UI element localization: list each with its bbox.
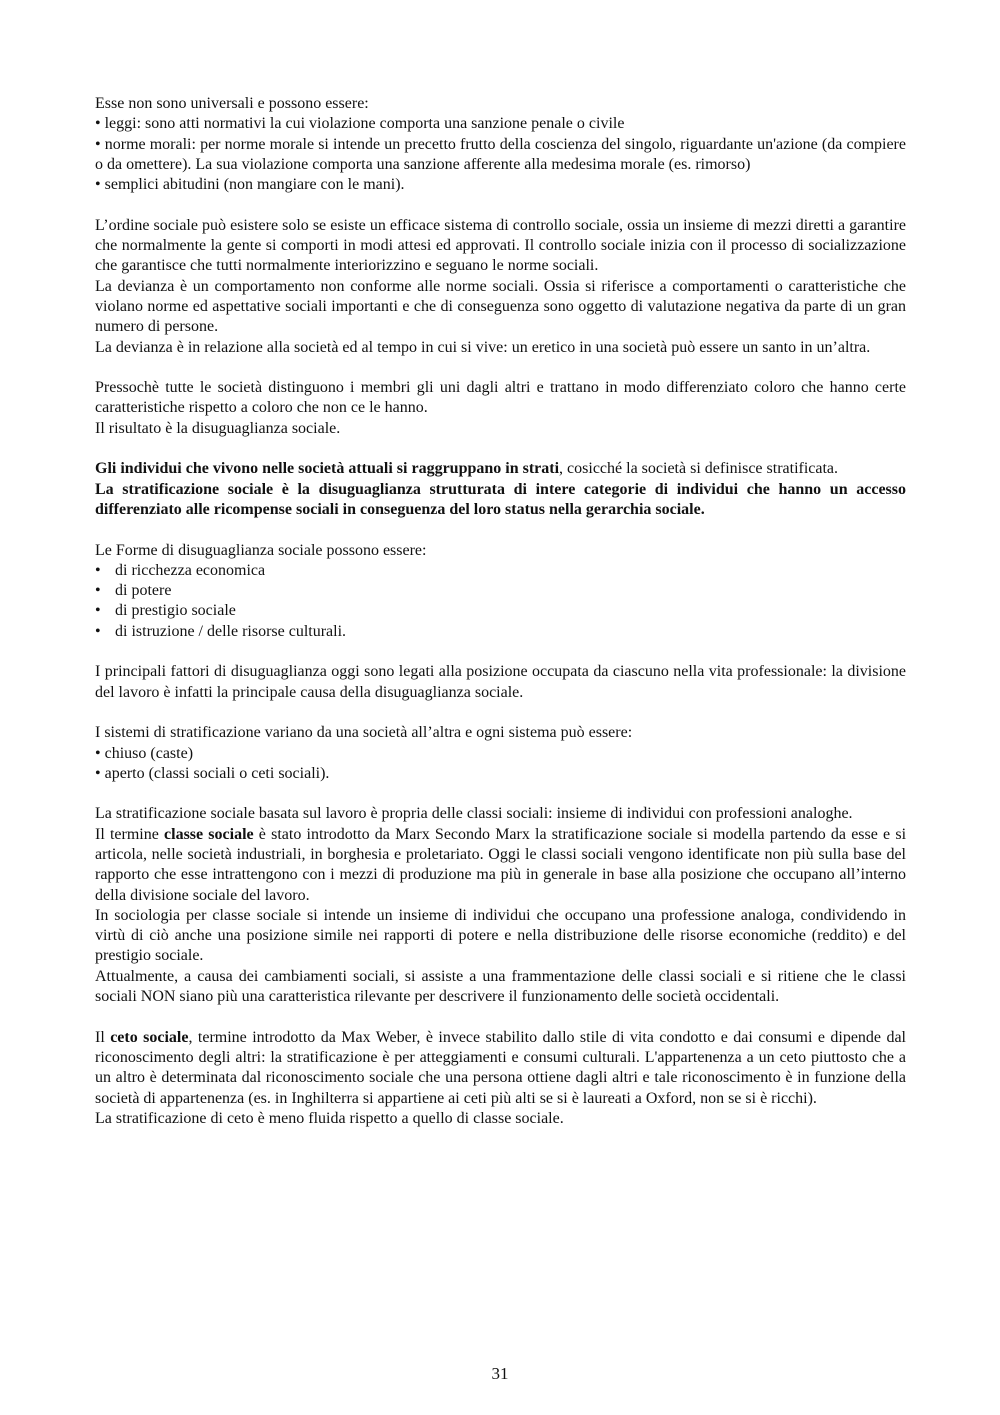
document-page <box>95 94 906 1129</box>
list-item: • di prestigio sociale <box>95 601 906 621</box>
spacer <box>95 642 906 662</box>
strati-paragraph <box>95 459 906 479</box>
classi-marx-pre: Il termine <box>95 825 165 843</box>
ceto-pre: Il <box>95 1028 111 1046</box>
ceto-sociale-term: ceto sociale <box>110 1028 189 1046</box>
ceto-fluidita: La stratificazione di ceto è meno fluida rispetto a quello di classe sociale. <box>95 1109 564 1127</box>
sistemi-item-aperto: • aperto (classi sociali o ceti sociali). <box>95 764 906 784</box>
classi-paragraph-marx <box>95 825 906 906</box>
intro-line: Esse non sono universali e possono essere: <box>95 95 369 112</box>
spacer <box>95 439 906 459</box>
spacer <box>95 520 906 540</box>
classe-sociale-term: classe sociale <box>164 825 254 843</box>
list-item: • di ricchezza economica <box>95 561 906 581</box>
devianza-relazione-paragraph: La devianza è in relazione alla società ed al tempo in cui si vive: un eretico in una società può essere un santo in un’altra. <box>95 338 871 356</box>
spacer <box>95 358 906 378</box>
intro-item-abitudini: • semplici abitudini (non mangiare con le mani). <box>95 175 906 195</box>
spacer <box>95 195 906 215</box>
disuguaglianza-result: Il risultato è la disuguaglianza sociale. <box>95 419 341 437</box>
sistemi-line: I sistemi di stratificazione variano da una società all’altra e ogni sistema può essere: <box>95 724 633 742</box>
ordine-paragraph: L’ordine sociale può esistere solo se esiste un efficace sistema di controllo sociale, ossia un insieme di mezzi diretti a garantire che normalmente la gente si comporti in modi attesi ed approvati. Il controllo sociale inizia con il processo di socializzazione che garantisce che tutti normalmente interiorizzino e seguano le norme sociali. <box>95 216 906 275</box>
classi-paragraph-attualmente: Attualmente, a causa dei cambiamenti sociali, si assiste a una frammentazione delle classi sociali e si ritiene che le classi sociali NON siano più una caratteristica rilevante per descrivere il funzionamento delle società occidentali. <box>95 967 906 1006</box>
strati-rest: , cosicché la società si definisce stratificata. <box>559 460 839 478</box>
spacer <box>95 703 906 723</box>
devianza-paragraph: La devianza è un comportamento non conforme alle norme sociali. Ossia si riferisce a comportamenti o caratteristiche che violano norme ed aspettative sociali importanti e che di conseguenza sono oggetto di valutazione negativa da parte di un gran numero di persone. <box>95 277 906 336</box>
ceto-paragraph <box>95 1028 906 1109</box>
classi-paragraph-sociologia: In sociologia per classe sociale si intende un insieme di individui che occupano una professione analoga, condividendo in virtù di ciò anche una posizione simile nei rapporti di potere e nella distribuzione delle risorse economiche (reddito) e del prestigio sociale. <box>95 906 906 965</box>
list-item: • di potere <box>95 581 906 601</box>
spacer <box>95 784 906 804</box>
intro-item-norme-morali: • norme morali: per norme morale si intende un precetto frutto della coscienza del singolo, riguardante un'azione (da compiere o da omettere). La sua violazione comporta una sanzione afferente alla medesima morale (es. rimorso) <box>95 135 906 176</box>
classi-marx-post: è stato introdotto da Marx Secondo Marx la stratificazione sociale si modella partendo da esse e si articola, nelle società industriali, in borghesia e proletariato. Oggi le classi sociali vengono identificate non più sulla base del rapporto che esse intrattengono con i mezzi di produzione ma più in generale in base alla posizione che occupano all’interno della divisione sociale del lavoro. <box>95 825 907 904</box>
forme-list <box>95 561 906 642</box>
list-item: • di istruzione / delle risorse culturali. <box>95 622 906 642</box>
disuguaglianza-paragraph: Pressochè tutte le società distinguono i membri gli uni dagli altri e trattano in modo differenziato coloro che hanno certe caratteristiche rispetto a coloro che non ce le hanno. <box>95 379 906 417</box>
page-number: 31 <box>491 1364 509 1383</box>
strati-bold: Gli individui che vivono nelle società attuali si raggruppano in strati <box>95 460 560 478</box>
sistemi-item-chiuso: • chiuso (caste) <box>95 744 906 764</box>
forme-line: Le Forme di disuguaglianza sociale possono essere: <box>95 541 427 559</box>
ceto-post: , termine introdotto da Max Weber, è invece stabilito dallo stile di vita condotto e dai consumi e dipende dal riconoscimento degli altri: la stratificazione è per atteggiamenti e consumi culturali. L'appartenenza a un ceto piuttosto che a un altro è determinata dal riconoscimento sociale che una persona ottiene dagli altri e tale riconoscimento è in funzione della società di appartenenza (es. in Inghilterra si appartiene ai ceti più alti se si è laureati a Oxford, non se si è ricchi). <box>95 1028 906 1107</box>
stratificazione-definition-bold: La stratificazione sociale è la disuguaglianza strutturata di intere categorie di individui che hanno un accesso differenziato alle ricompense sociali in conseguenza del loro status nella gerarchia sociale. <box>95 480 906 518</box>
classi-paragraph-lavoro: La stratificazione sociale basata sul lavoro è propria delle classi sociali: insieme di individui con professioni analoghe. <box>95 805 853 823</box>
intro-item-leggi: • leggi: sono atti normativi la cui violazione comporta una sanzione penale o civile <box>95 114 906 134</box>
fattori-paragraph: I principali fattori di disuguaglianza oggi sono legati alla posizione occupata da ciascuno nella vita professionale: la divisione del lavoro è infatti la principale causa della disuguaglianza sociale. <box>95 663 906 701</box>
spacer <box>95 1007 906 1027</box>
stratificazione-definition <box>95 480 906 521</box>
